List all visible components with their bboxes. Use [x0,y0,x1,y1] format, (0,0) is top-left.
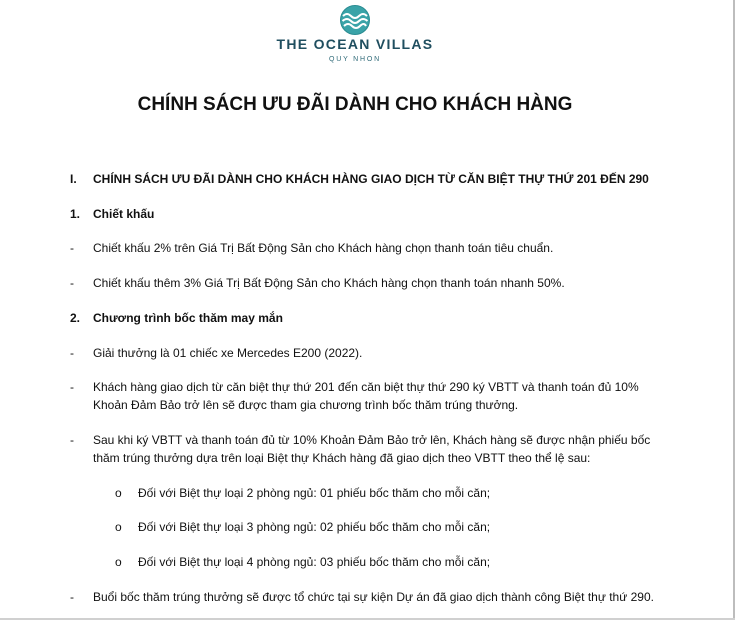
bullet-circle: o [115,555,122,569]
bullet-dash: - [70,380,74,394]
subsection-1-number: 1. [70,207,81,221]
list-item: Giải thưởng là 01 chiếc xe Mercedes E200 (2022). [93,346,363,360]
bullet-dash: - [70,346,74,360]
bullet-circle: o [115,486,122,500]
subsection-1-heading: Chiết khấu [93,207,155,221]
bullet-dash: - [70,241,74,255]
brand-name: THE OCEAN VILLAS [276,36,434,52]
section-heading: CHÍNH SÁCH ƯU ĐÃI DÀNH CHO KHÁCH HÀNG GIAO DỊCH TỪ CĂN BIỆT THỰ THỨ 201 ĐẾN 290 [93,172,649,186]
subsection-2-number: 2. [70,311,81,325]
list-item: Sau khi ký VBTT và thanh toán đủ từ 10% Khoản Đảm Bảo trở lên, Khách hàng sẽ được nhận phiếu bốc thăm trúng thưởng dựa trên loại Biệt thự Khách hàng đã giao dịch theo VBTT theo thể lệ sau: [93,433,651,465]
list-item: Buổi bốc thăm trúng thưởng sẽ được tổ chức tại sự kiện Dự án đã giao dịch thành công Biệt thự thứ 290. [93,590,654,604]
document-title: CHÍNH SÁCH ƯU ĐÃI DÀNH CHO KHÁCH HÀNG [137,94,573,115]
list-item: Chiết khấu 2% trên Giá Trị Bất Động Sản cho Khách hàng chọn thanh toán tiêu chuẩn. [93,241,554,255]
section-number: I. [70,172,77,186]
bullet-circle: o [115,520,122,534]
list-subitem: Đối với Biệt thự loại 2 phòng ngủ: 01 phiếu bốc thăm cho mỗi căn; [138,486,491,500]
list-subitem: Đối với Biệt thự loại 3 phòng ngủ: 02 phiếu bốc thăm cho mỗi căn; [138,520,491,534]
list-subitem: Đối với Biệt thự loại 4 phòng ngủ: 03 phiếu bốc thăm cho mỗi căn; [138,555,491,569]
list-item: Khách hàng giao dịch từ căn biệt thự thứ 201 đến căn biệt thự thứ 290 ký VBTT và thanh toán đủ 10% Khoản Đảm Bảo trở lên sẽ được tham gia chương trình bốc thăm trúng thưởng. [93,380,639,412]
ocean-villas-emblem-icon [339,4,371,36]
bullet-dash: - [70,433,74,447]
bullet-dash: - [70,590,74,604]
list-item: Chiết khấu thêm 3% Giá Trị Bất Động Sản cho Khách hàng chọn thanh toán nhanh 50%. [93,276,565,290]
brand-location: QUY NHON [329,56,381,63]
bullet-dash: - [70,276,74,290]
subsection-2-heading: Chương trình bốc thăm may mắn [93,311,283,325]
